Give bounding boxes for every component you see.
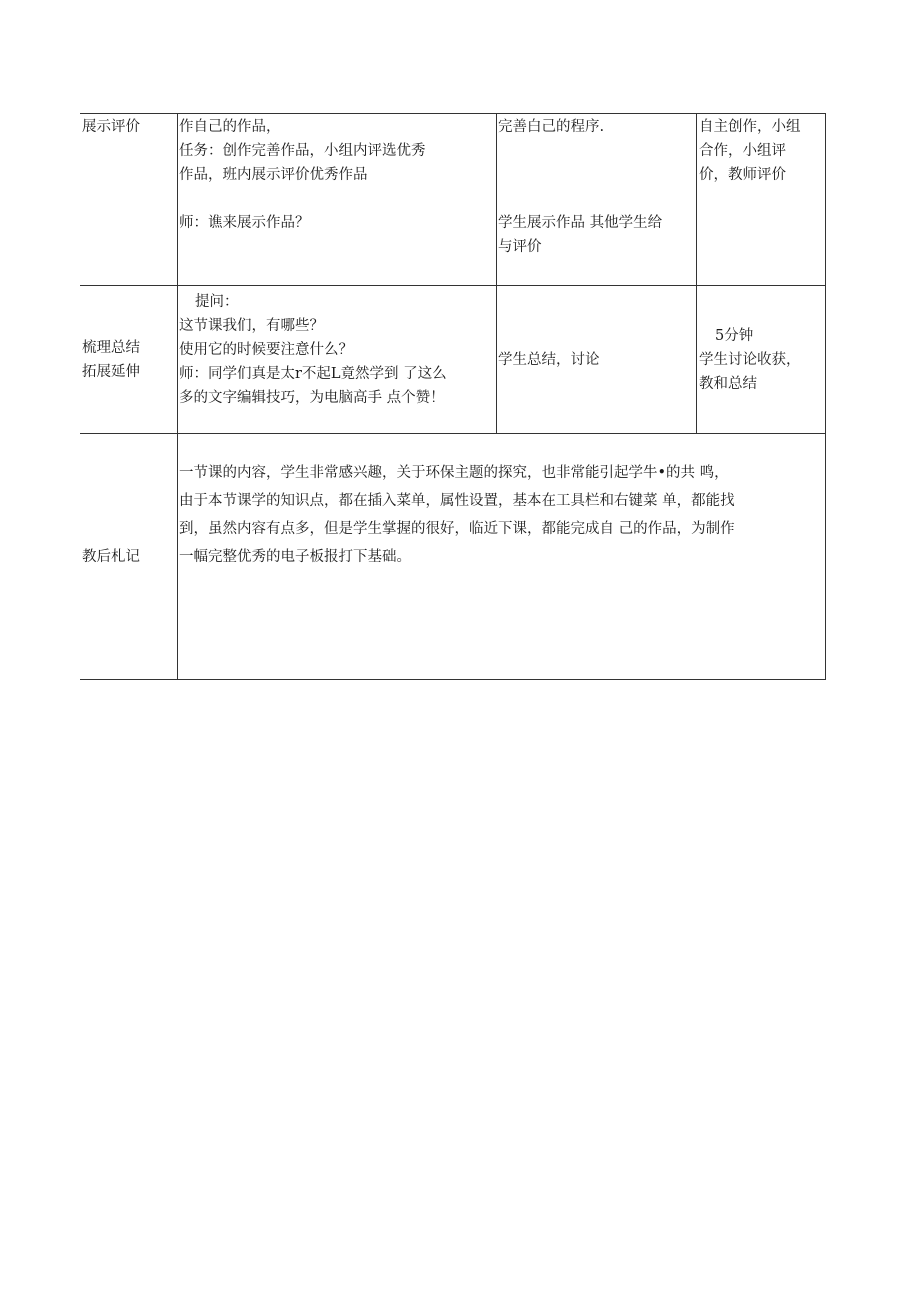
teacher-text-line: 多的文字编辑技巧，为电脑高手 点个赞！ xyxy=(179,390,445,406)
stage-label: 展示评价 xyxy=(82,119,140,135)
teacher-text-line: 提问： xyxy=(195,294,239,310)
stage-label: 梳理总结 xyxy=(82,340,140,356)
column-divider xyxy=(177,114,178,286)
column-divider xyxy=(496,114,497,286)
stage-label: 拓展延伸 xyxy=(82,364,140,380)
table-row xyxy=(80,433,826,680)
stage-label: 教后札记 xyxy=(82,549,140,565)
teacher-text-line: 作品，班内展示评价优秀作品 xyxy=(179,167,368,183)
reflection-cell xyxy=(179,434,824,679)
reflection-text-line: 由于本节课学的知识点，都在插入菜单，属性设置，基本在工具栏和右键菜 单，都能找 xyxy=(179,493,735,509)
blank-line xyxy=(498,163,694,187)
column-divider xyxy=(177,286,178,434)
teacher-text-line: 作自己的作品， xyxy=(179,119,281,135)
teacher-text-line: 任务：创作完善作品，小组内评选优秀 xyxy=(179,143,426,159)
student-activity-cell xyxy=(498,114,694,286)
reflection-text-line: 一幅完整优秀的电子板报打下基础。 xyxy=(179,549,411,565)
stage-cell xyxy=(82,286,176,434)
student-text-line: 学生展示作品 其他学生给 xyxy=(498,215,663,231)
time-allocation: 5分钟 xyxy=(715,328,754,344)
teacher-text-line: 这节课我们，有哪些？ xyxy=(179,318,324,334)
column-divider xyxy=(696,286,697,434)
table-row xyxy=(80,113,826,286)
design-text-line: 价，教师评价 xyxy=(699,167,786,183)
reflection-text-line: 一节课的内容，学生非常感兴趣，关于环保主题的探究，也非常能引起学牛•的共 鸣， xyxy=(179,465,729,481)
design-text-line: 教和总结 xyxy=(699,376,757,392)
stage-cell xyxy=(82,434,176,679)
teacher-text-line: 师：谯来展示作品？ xyxy=(179,215,310,231)
teacher-activity-cell xyxy=(179,114,495,286)
teacher-text-line: 师：同学们真是太r不起L竟然学到 了这么 xyxy=(179,366,447,382)
student-text-line: 与评价 xyxy=(498,239,542,255)
column-divider xyxy=(825,114,826,286)
blank-line xyxy=(498,139,694,163)
design-text-line: 学生讨论收获， xyxy=(699,352,801,368)
student-activity-cell xyxy=(498,286,694,434)
design-text-line: 自主创作，小组 xyxy=(699,119,801,135)
column-divider xyxy=(825,434,826,679)
design-intent-cell xyxy=(699,286,823,434)
student-text-line: 完善白己的程序. xyxy=(498,119,605,135)
teacher-text-line: 使用它的时候要注意什么？ xyxy=(179,342,353,358)
column-divider xyxy=(696,114,697,286)
column-divider xyxy=(496,286,497,434)
student-text-line: 学生总结，讨论 xyxy=(498,352,600,368)
column-divider xyxy=(825,286,826,434)
table-row xyxy=(80,285,826,434)
reflection-text-line: 到，虽然内容有点多，但是学生掌握的很好，临近下课，都能完成自 己的作品，为制作 xyxy=(179,521,735,537)
stage-cell xyxy=(82,114,176,286)
column-divider xyxy=(177,434,178,679)
teacher-activity-cell xyxy=(179,286,495,434)
blank-line xyxy=(179,187,495,211)
blank-line xyxy=(498,187,694,211)
design-text-line: 合作，小组评 xyxy=(699,143,786,159)
design-intent-cell xyxy=(699,114,823,286)
